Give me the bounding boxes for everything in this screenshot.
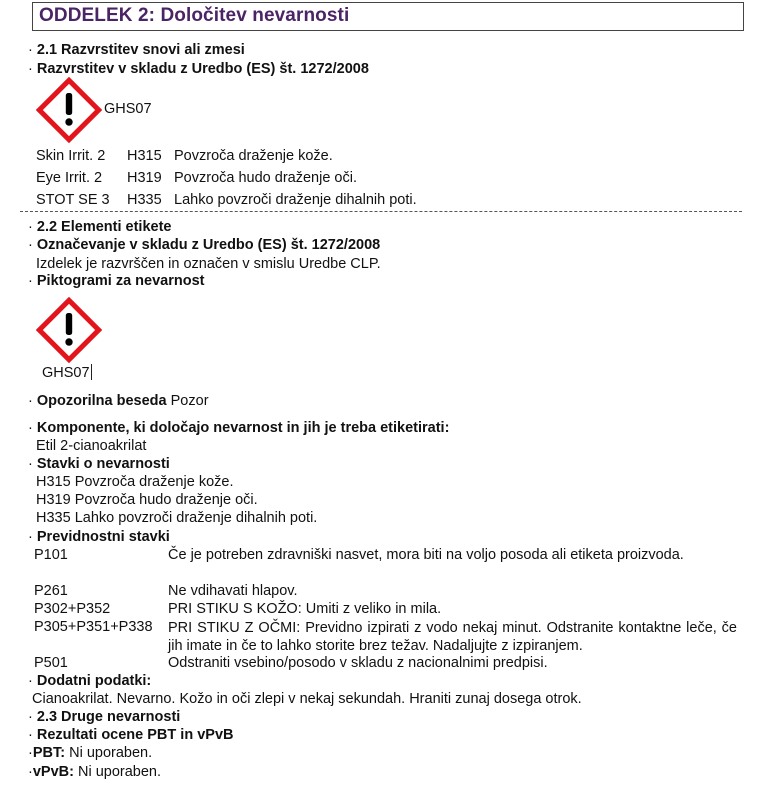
- exclamation-mark-pictogram-icon: [36, 297, 102, 363]
- labelling-text: Izdelek je razvrščen in označen v smislu Uredbe CLP.: [36, 256, 381, 272]
- signal-word-line: · Opozorilna beseda Pozor: [28, 393, 209, 409]
- heading-2-2: · 2.2 Elementi etikete: [28, 219, 172, 235]
- classification-heading: · Razvrstitev v skladu z Uredbo (ES) št. 1272/2008: [28, 61, 369, 77]
- heading-2-1: · 2.1 Razvrstitev snovi ali zmesi: [28, 42, 245, 58]
- pictogram-code: GHS07: [104, 101, 152, 117]
- precaution-code: P101: [34, 547, 68, 563]
- exclamation-mark-pictogram-icon: [36, 77, 102, 143]
- labelling-heading: · Označevanje v skladu z Uredbo (ES) št. 1272/2008: [28, 237, 381, 253]
- pictograms-heading: · Piktogrami za nevarnost: [28, 273, 205, 289]
- components-text: Etil 2-cianoakrilat: [36, 438, 147, 454]
- vpvb-value: Ni uporaben.: [77, 764, 162, 780]
- signal-word-label: Opozorilna beseda: [36, 393, 167, 409]
- pictogram-code-label: GHS07: [42, 365, 90, 381]
- hazard-code-h335: H335: [127, 192, 162, 208]
- hazard-class-eye: Eye Irrit. 2: [36, 170, 103, 186]
- precaution-text: Če je potreben zdravniški nasvet, mora biti na voljo posoda ali etiketa proizvoda.: [168, 547, 684, 563]
- vpvb-label: vPvB:: [32, 764, 74, 780]
- precaution-code: P261: [34, 583, 68, 599]
- hazard-text-h335: Lahko povzroči draženje dihalnih poti.: [174, 192, 417, 208]
- section-divider: [20, 211, 742, 212]
- heading-2-3: · 2.3 Druge nevarnosti: [28, 709, 181, 725]
- hazard-statement: H319 Povzroča hudo draženje oči.: [36, 492, 258, 508]
- hazard-text-h315: Povzroča draženje kože.: [174, 148, 333, 164]
- section-title: ODDELEK 2: Določitev nevarnosti: [39, 5, 350, 26]
- hazard-code-h319: H319: [127, 170, 162, 186]
- precaution-text: Ne vdihavati hlapov.: [168, 583, 298, 599]
- pbt-value: Ni uporaben.: [69, 745, 153, 761]
- components-heading: · Komponente, ki določajo nevarnost in jih je treba etiketirati:: [28, 420, 450, 436]
- pbt-label: PBT:: [32, 745, 66, 761]
- hazard-text-h319: Povzroča hudo draženje oči.: [174, 170, 357, 186]
- precaution-code: P501: [34, 655, 68, 671]
- precaution-text: PRI STIKU S KOŽO: Umiti z veliko in mila.: [168, 601, 442, 617]
- hazard-statement: H315 Povzroča draženje kože.: [36, 474, 234, 490]
- precautionary-heading: · Previdnostni stavki: [28, 529, 170, 545]
- hazard-class-stot: STOT SE 3: [36, 192, 110, 208]
- hazard-statements-heading: · Stavki o nevarnosti: [28, 456, 170, 472]
- additional-info-text: Cianoakrilat. Nevarno. Kožo in oči zlepi v nekaj sekundah. Hraniti zunaj dosega otrok.: [32, 691, 582, 707]
- precaution-text: Odstraniti vsebino/posodo v skladu z nacionalnimi predpisi.: [168, 655, 548, 671]
- additional-info-heading: · Dodatni podatki:: [28, 673, 152, 689]
- pbt-line: ·PBT: Ni uporaben.: [28, 745, 153, 761]
- pbt-vpvb-heading: · Rezultati ocene PBT in vPvB: [28, 727, 234, 743]
- text-cursor: [91, 364, 92, 380]
- section-header: [32, 2, 744, 31]
- precaution-text: PRI STIKU Z OČMI: Previdno izpirati z vodo nekaj minut. Odstranite kontaktne leče, če jih imate in če to lahko storite brez težav. Nadaljujte z izpiranjem.: [168, 620, 737, 654]
- precaution-code: P305+P351+P338: [34, 619, 153, 635]
- signal-word: Pozor: [170, 393, 209, 409]
- hazard-statement: H335 Lahko povzroči draženje dihalnih poti.: [36, 510, 318, 526]
- hazard-class-skin: Skin Irrit. 2: [36, 148, 106, 164]
- precaution-code: P302+P352: [34, 601, 111, 617]
- vpvb-line: ·vPvB: Ni uporaben.: [28, 764, 162, 780]
- hazard-code-h315: H315: [127, 148, 162, 164]
